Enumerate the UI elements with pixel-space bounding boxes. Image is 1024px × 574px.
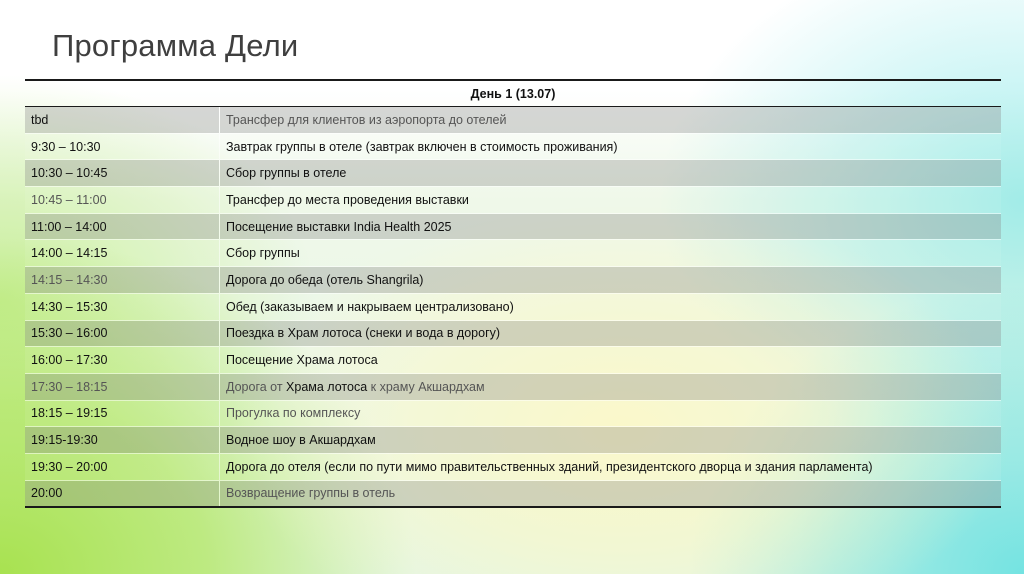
table-row — [25, 427, 1001, 454]
table-row — [25, 293, 1001, 320]
schedule-table — [25, 79, 1001, 508]
table-row — [25, 133, 1001, 160]
activity-cell: Посещение Храма лотоса — [220, 347, 1002, 374]
time-cell: 14:00 – 14:15 — [25, 240, 220, 267]
activity-part: к храму Акшардхам — [367, 379, 485, 394]
time-cell: 10:45 – 11:00 — [25, 187, 220, 214]
activity-cell: Прогулка по комплексу — [220, 400, 1002, 427]
activity-cell: Возвращение группы в отель — [220, 480, 1002, 507]
activity-cell: Водное шоу в Акшардхам — [220, 427, 1002, 454]
time-cell: 17:30 – 18:15 — [25, 373, 220, 400]
time-cell: 20:00 — [25, 480, 220, 507]
time-cell: 10:30 – 10:45 — [25, 160, 220, 187]
table-row — [25, 187, 1001, 214]
time-cell: 14:15 – 14:30 — [25, 267, 220, 294]
activity-cell: Трансфер до места проведения выставки — [220, 187, 1002, 214]
time-cell: 16:00 – 17:30 — [25, 347, 220, 374]
page-title: Программа Дели — [52, 28, 299, 63]
activity-part: Дорога от — [226, 379, 287, 394]
activity-cell: Завтрак группы в отеле (завтрак включен в стоимость проживания) — [220, 133, 1002, 160]
table-row — [25, 480, 1001, 507]
day-header: День 1 (13.07) — [25, 80, 1001, 107]
time-cell: 11:00 – 14:00 — [25, 213, 220, 240]
table-row — [25, 107, 1001, 134]
table-row — [25, 347, 1001, 374]
activity-cell — [220, 373, 1002, 400]
activity-cell: Дорога до отеля (если по пути мимо правительственных зданий, президентского дворца и здания парламента) — [220, 453, 1002, 480]
activity-cell: Посещение выставки India Health 2025 — [220, 213, 1002, 240]
activity-cell: Трансфер для клиентов из аэропорта до отелей — [220, 107, 1002, 134]
time-cell: 14:30 – 15:30 — [25, 293, 220, 320]
table-row — [25, 240, 1001, 267]
table-row — [25, 453, 1001, 480]
activity-cell: Поездка в Храм лотоса (снеки и вода в дорогу) — [220, 320, 1002, 347]
table-row — [25, 373, 1001, 400]
time-cell: 19:15-19:30 — [25, 427, 220, 454]
activity-cell: Дорога до обеда (отель Shangrila) — [220, 267, 1002, 294]
table-header-row — [25, 80, 1001, 107]
time-cell: 15:30 – 16:00 — [25, 320, 220, 347]
time-cell: 18:15 – 19:15 — [25, 400, 220, 427]
table-row — [25, 160, 1001, 187]
time-cell: 19:30 – 20:00 — [25, 453, 220, 480]
activity-part-highlight: Храма лотоса — [286, 379, 368, 394]
table-row — [25, 400, 1001, 427]
activity-cell: Обед (заказываем и накрываем централизовано) — [220, 293, 1002, 320]
activity-cell: Сбор группы — [220, 240, 1002, 267]
table-row — [25, 213, 1001, 240]
table-row — [25, 267, 1001, 294]
table-row — [25, 320, 1001, 347]
time-cell: tbd — [25, 107, 220, 134]
time-cell: 9:30 – 10:30 — [25, 133, 220, 160]
activity-cell: Сбор группы в отеле — [220, 160, 1002, 187]
